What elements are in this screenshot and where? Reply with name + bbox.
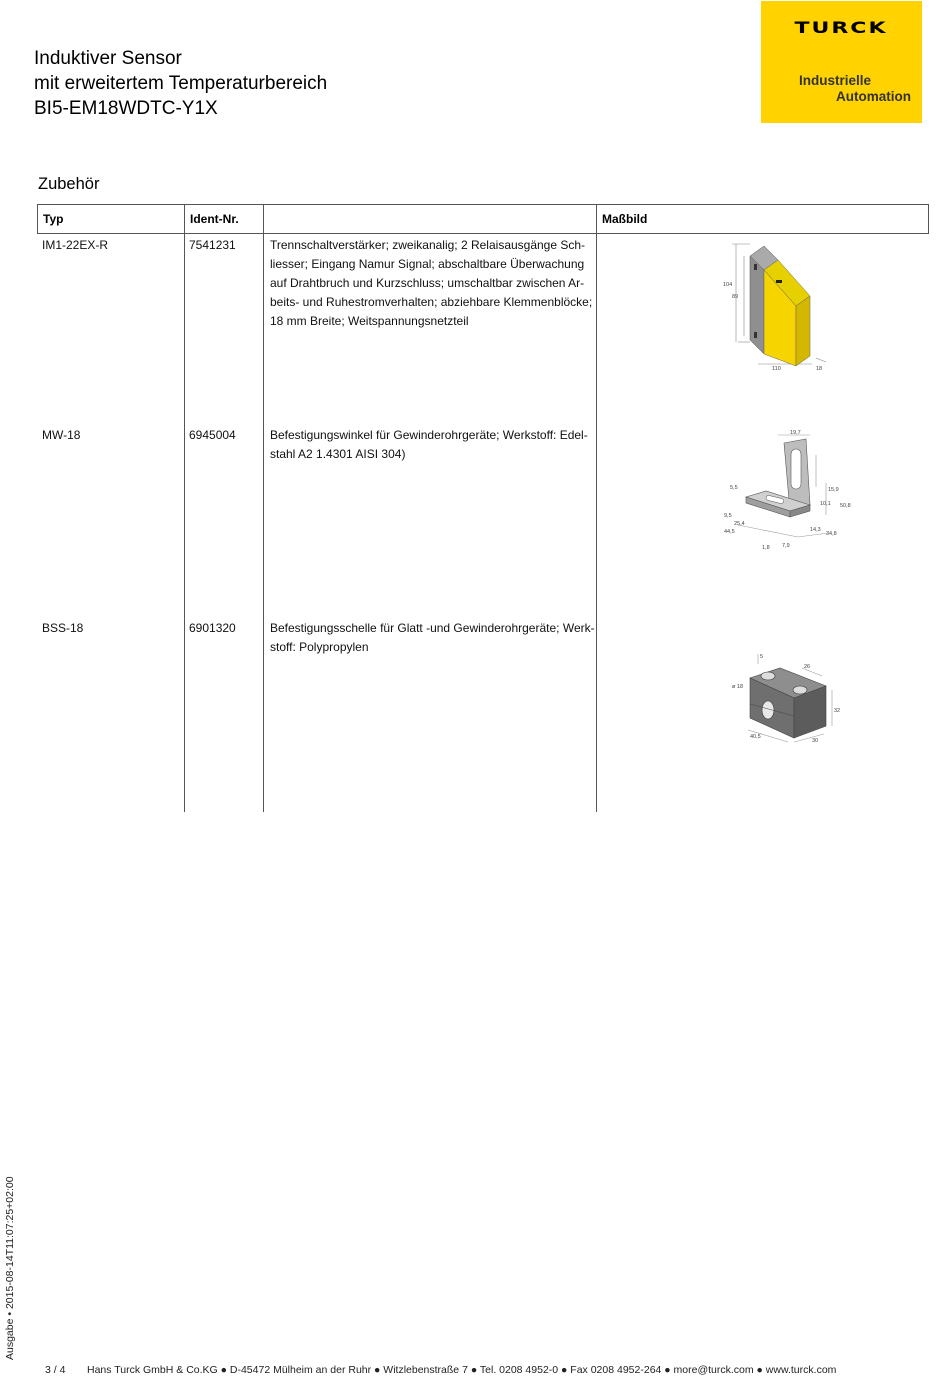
section-title: Zubehör: [38, 175, 100, 193]
description-line: Trennschaltverstärker; zweikanalig; 2 Relaisausgänge Sch-: [270, 238, 586, 252]
dimension-label: 50,8: [840, 503, 851, 509]
column-divider: [184, 204, 185, 812]
column-divider: [596, 204, 597, 812]
dimension-label: 1,8: [762, 545, 770, 551]
dimension-label: 18: [816, 366, 823, 372]
edition-stamp: Ausgabe • 2015-08-14T11:07:25+02:00: [4, 1176, 16, 1360]
description-line: beits- und Ruhestromverhalten; abziehbare Klemmenblöcke;: [270, 295, 593, 309]
row3-ident: 6901320: [189, 621, 236, 635]
title-line-1: Induktiver Sensor: [34, 48, 182, 69]
dimension-label: 14,3: [810, 527, 821, 533]
header-massbild: Maßbild: [602, 212, 648, 226]
row3-typ: BSS-18: [42, 621, 84, 635]
description-line: 18 mm Breite; Weitspannungsnetzteil: [270, 314, 469, 328]
row1-description: [270, 236, 595, 331]
mounting-clamp-drawing: [728, 646, 853, 746]
turck-logo: [761, 1, 922, 123]
product-title: [34, 46, 327, 121]
description-line: liesser; Eingang Namur Signal; abschaltbare Überwachung: [270, 257, 585, 271]
row2-typ: MW-18: [42, 428, 81, 442]
dimension-label: 110: [772, 366, 781, 372]
description-line: stahl A2 1.4301 AISI 304): [270, 447, 406, 461]
row2-ident: 6945004: [189, 428, 236, 442]
column-divider: [263, 204, 264, 812]
title-line-2: mit erweitertem Temperaturbereich: [34, 73, 328, 94]
dimension-label: 44,5: [724, 529, 735, 535]
logo-subtitle-line-1: Industrielle: [798, 73, 871, 88]
row2-description: [270, 426, 595, 464]
dimension-label: 9,5: [724, 513, 732, 519]
dimension-label: 30: [812, 738, 819, 744]
dimension-label: 89: [732, 294, 739, 300]
logo-wordmark: TURCK: [794, 19, 888, 37]
dimension-label: 34,8: [826, 531, 837, 537]
dimension-label: ø 18: [732, 684, 744, 690]
dimension-label: 5: [760, 654, 764, 660]
table-header: [37, 204, 929, 234]
row1-ident: 7541231: [189, 238, 236, 252]
dimension-label: 19,7: [790, 430, 801, 436]
logo-subtitle-line-2: Automation: [836, 89, 911, 104]
row1-typ: IM1-22EX-R: [42, 238, 109, 252]
dimension-label: 15,9: [828, 487, 839, 493]
page-footer: [45, 1364, 836, 1376]
logo-subtitle: [761, 73, 911, 105]
title-line-3: BI5-EM18WDTC-Y1X: [34, 98, 218, 119]
dimension-label: 25,4: [734, 521, 745, 527]
description-line: Befestigungsschelle für Glatt -und Gewinderohrgeräte; Werk-: [270, 621, 595, 635]
company-contact: Hans Turck GmbH & Co.KG ● D-45472 Mülheim an der Ruhr ● Witzlebenstraße 7 ● Tel. 0208 4952-0 ● Fax 0208 4952-264 ● more@turck.com ● www.turck.com: [87, 1364, 837, 1376]
header-ident: Ident-Nr.: [190, 212, 239, 226]
dimension-label: 10,1: [820, 501, 831, 507]
dimension-label: 5,5: [730, 485, 738, 491]
description-line: auf Drahtbruch und Kurzschluss; umschaltbar zwischen Ar-: [270, 276, 585, 290]
dimension-label: 104: [723, 282, 733, 288]
description-line: stoff: Polypropylen: [270, 640, 369, 654]
row3-description: [270, 619, 595, 657]
header-typ: Typ: [43, 212, 64, 226]
mounting-bracket-drawing: [698, 425, 863, 553]
dimension-label: 32: [834, 708, 841, 714]
page-number: 3 / 4: [45, 1364, 66, 1376]
dimension-label: 7,9: [782, 543, 790, 549]
isolating-amplifier-drawing: [720, 238, 835, 388]
dimension-label: 26: [804, 664, 811, 670]
dimension-label: 40,5: [750, 734, 761, 740]
description-line: Befestigungswinkel für Gewinderohrgeräte; Werkstoff: Edel-: [270, 428, 588, 442]
